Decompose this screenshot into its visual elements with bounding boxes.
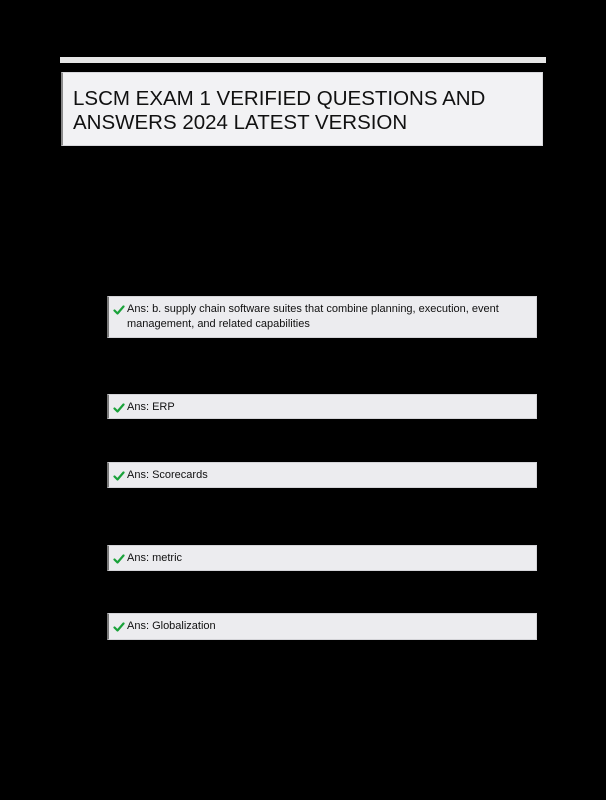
answer-box-1: [107, 296, 537, 338]
answer-box-2: [107, 394, 537, 419]
check-icon: [113, 469, 125, 483]
check-icon: [113, 303, 125, 317]
answer-text: Ans: Globalization: [127, 620, 216, 632]
check-icon: [113, 552, 125, 566]
answer-text: Ans: b. supply chain software suites that combine planning, execution, event management, and related capabilities: [127, 303, 499, 330]
answer-text: Ans: ERP: [127, 401, 175, 413]
check-icon: [113, 401, 125, 415]
document-title: LSCM EXAM 1 VERIFIED QUESTIONS AND ANSWERS 2024 LATEST VERSION: [73, 87, 486, 134]
top-rule: [60, 57, 546, 63]
check-icon: [113, 620, 125, 634]
answer-text: Ans: Scorecards: [127, 469, 208, 481]
answer-box-3: [107, 462, 537, 488]
answer-box-5: [107, 613, 537, 640]
answer-box-4: [107, 545, 537, 571]
title-box: [61, 72, 543, 146]
answer-text: Ans: metric: [127, 552, 183, 564]
